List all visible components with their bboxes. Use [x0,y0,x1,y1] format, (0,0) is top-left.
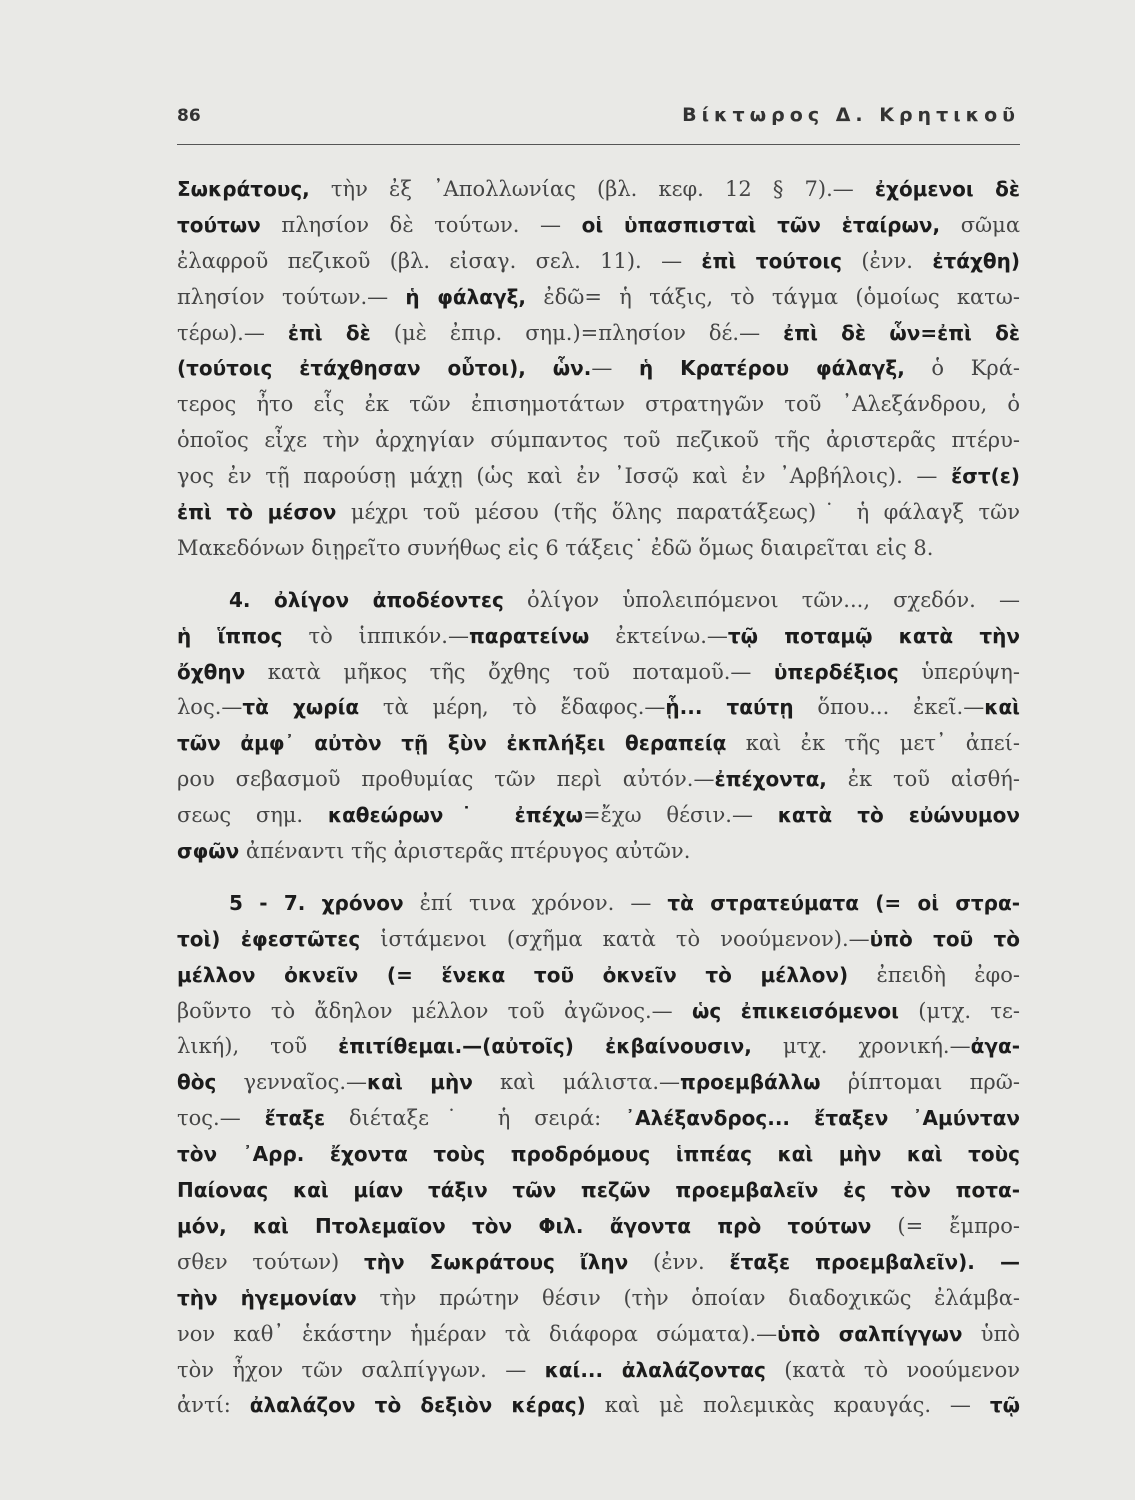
bold-lemma: προεμβάλλω [680,1070,821,1095]
text-line [177,495,1020,531]
gloss-text: =ἔχω θέσιν.— [582,803,778,828]
gloss-text: γος ἐν τῇ παρούσῃ μάχῃ (ὡς καὶ ἐν ᾿Ισσῷ καὶ ἐν ᾿Αρβήλοις). — [177,464,952,489]
text-line [177,316,1020,352]
bold-lemma: ἐτάχθη) [932,248,1020,273]
text-line [177,1173,1020,1209]
text-line [177,208,1020,244]
gloss-text: νον καθ᾿ ἑκάστην ἡμέραν τὰ διάφορα σώματα).— [177,1321,778,1346]
gloss-text: κατὰ μῆκος τῆς ὄχθης τοῦ ποταμοῦ.— [245,659,774,684]
bold-lemma: τοὶ) ἐφεστῶτες [177,926,361,951]
gloss-text: ὅπου... ἐκεῖ.— [793,695,985,720]
gloss-text: ρου σεβασμοῦ προθυμίας τῶν περὶ αὐτόν.— [177,767,715,792]
bold-lemma: ὑπερδέξιος [773,659,899,684]
text-line [177,531,1020,567]
commentary-text [177,172,1020,1424]
paragraph-gap [177,567,1020,583]
bold-lemma: παρατείνω [468,623,590,648]
running-head: Βίκτωρος Δ. Κρητικοῦ [682,104,1020,126]
bold-lemma: καὶ [984,695,1020,720]
gloss-text: (κατὰ τὸ νοούμενον [765,1357,1020,1382]
bold-lemma: ἐπιτίθεμαι.—(αὐτοῖς) ἐκβαίνουσιν, [338,1034,752,1059]
bold-lemma: καθεώρων˙ ἐπέχω [327,803,583,828]
gloss-text: — [591,356,639,381]
paragraph-p3 [177,886,1020,1424]
gloss-text: σθεν τούτων) [177,1249,364,1274]
paragraph-gap [177,870,1020,886]
bold-lemma: ὄχθην [177,659,246,684]
bold-lemma: ἐπὶ τούτοις [701,248,842,273]
bold-lemma: τὰ στρατεύματα (= οἱ στρα- [667,890,1020,915]
text-line [177,762,1020,798]
gloss-text: (ἐνν. [841,248,933,273]
text-line [177,1388,1020,1424]
text-line [177,1281,1020,1317]
bold-lemma: ἐπὶ δὲ [287,320,371,345]
text-line [177,1137,1020,1173]
text-line [177,1317,1020,1353]
bold-lemma: Παίονας καὶ μίαν τάξιν τῶν πεζῶν προεμβαλεῖν ἐς τὸν ποτα- [177,1178,1020,1203]
gloss-text: πλησίον δὲ τούτων. — [260,212,582,237]
bold-lemma: ᾗ... ταύτῃ [665,695,794,720]
gloss-text: ἱστάμενοι (σχῆμα κατὰ τὸ νοούμενον).— [360,926,870,951]
page-header [177,100,1020,145]
bold-lemma: μέλλον ὀκνεῖν (= ἕνεκα τοῦ ὀκνεῖν τὸ μέλλον) [177,962,849,987]
gloss-text: τὴν ἐξ ᾿Απολλωνίας (βλ. κεφ. 12 § 7).— [309,177,875,201]
bold-lemma: σφῶν [177,839,240,864]
gloss-text: ἀπέναντι τῆς ἀριστερᾶς πτέρυγος αὐτῶν. [239,839,691,864]
text-line [177,886,1020,922]
gloss-text: καὶ μάλιστα.— [472,1070,680,1095]
bold-lemma: ἔστ(ε) [951,464,1020,489]
text-line [177,958,1020,994]
gloss-text: Μακεδόνων διῃρεῖτο συνήθως εἰς 6 τάξεις˙ ἐδῶ ὅμως διαιρεῖται εἰς 8. [177,535,934,560]
gloss-text: καὶ μὲ πολεμικὰς κραυγάς. — [585,1393,990,1418]
gloss-text: πλησίον τούτων.— [177,284,406,309]
text-line [177,583,1020,619]
bold-lemma: κατὰ τὸ εὐώνυμον [777,803,1020,828]
page-number: 86 [177,106,201,126]
gloss-text: (ἐνν. [628,1249,730,1274]
bold-lemma: (τούτοις ἐτάχθησαν οὗτοι), ὧν. [177,356,592,381]
bold-lemma: ἔταξε προεμβαλεῖν). — [729,1249,1020,1274]
bold-lemma: ὑπὸ σαλπίγγων [777,1321,963,1346]
bold-lemma: ἀλαλάζον τὸ δεξιὸν κέρας) [249,1393,586,1418]
bold-lemma: ἐχόμενοι δὲ [874,177,1020,201]
bold-lemma: 5 - 7. χρόνον [229,890,404,915]
bold-lemma: ἔταξε [264,1106,326,1131]
gloss-text: ὁποῖος εἶχε τὴν ἀρχηγίαν σύμπαντος τοῦ πεζικοῦ τῆς ἀριστερᾶς πτέρυ- [177,428,1020,453]
gloss-text: ἐκ τοῦ αἰσθή- [826,767,1020,792]
bold-lemma: οἱ ὑπασπισταὶ τῶν ἑταίρων, [581,212,941,237]
gloss-text: ἐλαφροῦ πεζικοῦ (βλ. εἰσαγ. σελ. 11). — [177,248,702,273]
bold-lemma: Σωκράτους, [177,177,310,201]
text-line [177,172,1020,208]
text-line [177,994,1020,1030]
gloss-text: τερος ἦτο εἷς ἐκ τῶν ἐπισημοτάτων στρατηγῶν τοῦ ᾿Αλεξάνδρου, ὁ [177,392,1020,417]
gloss-text: διέταξε˙ ἡ σειρά: [325,1106,626,1131]
bold-lemma: ἐπέχοντα, [714,767,827,792]
bold-lemma: μόν, καὶ Πτολεμαῖον τὸν Φιλ. ἄγοντα πρὸ τούτων [177,1213,872,1238]
text-line [177,726,1020,762]
text-line [177,280,1020,316]
text-line [177,922,1020,958]
text-line [177,1065,1020,1101]
text-line [177,655,1020,691]
gloss-text: βοῦντο τὸ ἄδηλον μέλλον τοῦ ἀγῶνος.— [177,998,692,1023]
bold-lemma: τῷ [989,1393,1020,1418]
gloss-text: ῥίπτομαι πρῶ- [820,1070,1020,1095]
gloss-text: ὑπερύψη- [898,659,1020,684]
gloss-text: τὸ ἱππικόν.— [282,623,469,648]
bold-lemma: 4. ὀλίγον ἀποδέοντες [229,587,504,612]
bold-lemma: ἡ ἵππος [177,623,283,648]
gloss-text: καὶ ἐκ τῆς μετ᾿ ἀπεί- [726,731,1020,756]
gloss-text: σεως σημ. [177,803,328,828]
text-line [177,834,1020,870]
gloss-text: ἐδῶ= ἡ τάξις, τὸ τάγμα (ὁμοίως κατω- [526,284,1020,309]
bold-lemma: ὡς ἐπικεισόμενοι [691,998,899,1023]
gloss-text: ὀλίγον ὑπολειπόμενοι τῶν..., σχεδόν. — [503,587,1020,612]
gloss-text: λική), τοῦ [177,1034,339,1059]
text-line [177,1245,1020,1281]
bold-lemma: ἡ Κρατέρου φάλαγξ, [638,356,905,381]
gloss-text: τὰ μέρη, τὸ ἔδαφος.— [359,695,666,720]
gloss-text: μέχρι τοῦ μέσου (τῆς ὅλης παρατάξεως)˙ ἡ φάλαγξ τῶν [336,500,1020,525]
bold-lemma: τὴν Σωκράτους ἴλην [363,1249,629,1274]
text-line [177,1029,1020,1065]
paragraph-p1 [177,172,1020,567]
text-line [177,690,1020,726]
gloss-text: λος.— [177,695,243,720]
text-line [177,244,1020,280]
bold-lemma: τούτων [177,212,261,237]
gloss-text: ἐκτείνω.— [589,623,728,648]
bold-lemma: ἀγα- [970,1034,1020,1059]
text-line [177,1353,1020,1389]
text-line [177,1209,1020,1245]
bold-lemma: ἐπὶ δὲ ὧν=ἐπὶ δὲ [783,320,1020,345]
bold-lemma: τὸν ᾿Αρρ. ἔχοντα τοὺς προδρόμους ἱππέας καὶ μὴν καὶ τοὺς [177,1142,1020,1167]
bold-lemma: τῷ ποταμῷ κατὰ τὴν [727,623,1020,648]
gloss-text: ὑπὸ [962,1321,1020,1346]
gloss-text: ἐπί τινα χρόνον. — [403,890,668,915]
text-line [177,387,1020,423]
gloss-text: ὁ Κρά- [904,356,1020,381]
text-line [177,351,1020,387]
gloss-text: (μὲ ἐπιρ. σημ.)=πλησίον δέ.— [370,320,784,345]
gloss-text: (= ἔμπρο- [871,1213,1020,1238]
text-line [177,619,1020,655]
bold-lemma: ᾿Αλέξανδρος... ἔταξεν ᾿Αμύνταν [625,1106,1020,1131]
bold-lemma: τὴν ἡγεμονίαν [177,1285,357,1310]
text-line [177,798,1020,834]
gloss-text: ἐπειδὴ ἐφο- [848,962,1020,987]
gloss-text: τέρω).— [177,320,288,345]
text-line [177,1101,1020,1137]
bold-lemma: θὸς [177,1070,217,1095]
bold-lemma: καὶ μὴν [367,1070,473,1095]
bold-lemma: ἡ φάλαγξ, [405,284,527,309]
bold-lemma: τῶν ἀμφ᾿ αὐτὸν τῇ ξὺν ἐκπλήξει θεραπείᾳ [177,731,727,756]
gloss-text: τος.— [177,1106,265,1131]
bold-lemma: ὑπὸ τοῦ τὸ [869,926,1020,951]
text-line [177,423,1020,459]
gloss-text: τὴν πρώτην θέσιν (τὴν ὁποίαν διαδοχικῶς ἐλάμβα- [356,1285,1020,1310]
gloss-text: σῶμα [940,212,1020,237]
gloss-text: μτχ. χρονική.— [751,1034,971,1059]
gloss-text: (μτχ. τε- [898,998,1020,1023]
bold-lemma: ἐπὶ τὸ μέσον [177,500,337,525]
gloss-text: γενναῖος.— [216,1070,368,1095]
gloss-text: τὸν ἦχον τῶν σαλπίγγων. — [177,1357,545,1382]
bold-lemma: καί... ἀλαλάζοντας [544,1357,766,1382]
text-line [177,459,1020,495]
gloss-text: ἀντί: [177,1393,250,1418]
paragraph-p2 [177,583,1020,870]
bold-lemma: τὰ χωρία [242,695,360,720]
